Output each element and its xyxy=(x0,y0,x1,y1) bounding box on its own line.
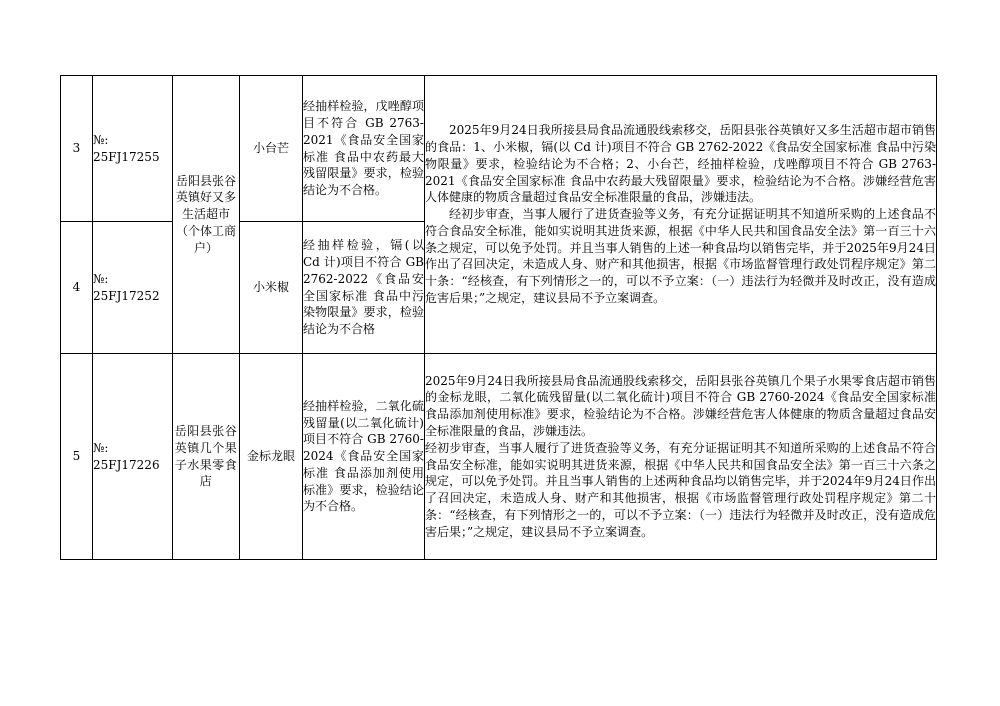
sample-number xyxy=(93,222,173,354)
inspection-result: 经抽样检验，镉(以 Cd 计)项目不符合 GB 2762-2022《食品安全国家标准 食品中污染物限量》要求，检验结论为不合格 xyxy=(303,222,425,354)
sample-number-code: 25FJ17255 xyxy=(93,149,160,164)
row-index: 5 xyxy=(61,354,93,560)
table-row xyxy=(61,354,937,560)
subject-name: 岳阳县张谷英镇好又多生活超市（个体工商户） xyxy=(173,76,240,354)
case-table xyxy=(60,75,937,560)
row-index: 4 xyxy=(61,222,93,354)
sample-number-prefix: №: xyxy=(93,132,109,147)
sample-number-code: 25FJ17226 xyxy=(93,457,160,472)
case-paragraph: 经初步审查，当事人履行了进货查验等义务，有充分证据证明其不知道所采购的上述食品不符合食品安全标准，能如实说明其进货来源，根据《中华人民共和国食品安全法》第一百三十六条之规定，可以免予处罚。并且当事人销售的上述一种食品均以销售完毕，并于2025年9月24日作出了召回决定，未造成人身、财产和其他损害，根据《市场监督管理行政处罚程序规定》第二十条：“经核查，有下列情形之一的，可以不予立案：（一）违法行为轻微并及时改正，没有造成危害后果；”之规定，建议县局不予立案调查。 xyxy=(425,207,936,306)
case-description xyxy=(425,76,937,354)
sample-number xyxy=(93,354,173,560)
case-paragraph: 2025年9月24日我所接县局食品流通股线索移交，岳阳县张谷英镇几个果子水果零食店超市销售的金标龙眼，二氧化硫残留量(以二氧化硫计)项目不符合 GB 2760-2024《食品安全国家标准 食品添加剂使用标准》要求，检验结论为不合格。涉嫌经营危害人体健康的物质含量超过食品安全标准限量的食品，涉嫌违法。 xyxy=(425,373,936,438)
table-row xyxy=(61,76,937,222)
sample-number xyxy=(93,76,173,222)
sample-number-prefix: №: xyxy=(93,271,109,286)
product-name: 小台芒 xyxy=(240,76,303,222)
row-index: 3 xyxy=(61,76,93,222)
sample-number-prefix: №: xyxy=(93,440,109,455)
inspection-result: 经抽样检验，戊唑醇项目不符合 GB 2763-2021《食品安全国家标准 食品中农药最大残留限量》要求，检验结论为不合格。 xyxy=(303,76,425,222)
inspection-result: 经抽样检验，二氧化硫残留量(以二氧化硫计)项目不符合 GB 2760-2024《食品安全国家标准 食品添加剂使用标准》要求，检验结论为不合格。 xyxy=(303,354,425,560)
product-name: 小米椒 xyxy=(240,222,303,354)
subject-name: 岳阳县张谷英镇几个果子水果零食店 xyxy=(173,354,240,560)
case-paragraph: 2025年9月24日我所接县局食品流通股线索移交，岳阳县张谷英镇好又多生活超市超市销售的食品：1、小米椒，镉(以 Cd 计)项目不符合 GB 2762-2022《食品安全国家标准 食品中污染物限量》要求，检验结论为不合格；2、小台芒，经抽样检验，戊唑醇项目不符合 GB 2763-2021《食品安全国家标准 食品中农药最大残留限量》要求，检验结论为不合格。涉嫌经营危害人体健康的物质含量超过食品安全标准限量的食品，涉嫌违法。 xyxy=(425,123,936,205)
case-description xyxy=(425,354,937,560)
sample-number-code: 25FJ17252 xyxy=(93,288,160,303)
product-name: 金标龙眼 xyxy=(240,354,303,560)
case-paragraph: 经初步审查，当事人履行了进货查验等义务，有充分证据证明其不知道所采购的上述食品不符合食品安全标准，能如实说明其进货来源，根据《中华人民共和国食品安全法》第一百三十六条之规定，可以免予处罚。并且当事人销售的上述两种食品均以销售完毕，并于2024年9月24日作出了召回决定，未造成人身、财产和其他损害，根据《市场监督管理行政处罚程序规定》第二十条：“经核查，有下列情形之一的，可以不予立案：（一）违法行为轻微并及时改正，没有造成危害后果；”之规定，建议县局不予立案调查。 xyxy=(425,440,936,539)
